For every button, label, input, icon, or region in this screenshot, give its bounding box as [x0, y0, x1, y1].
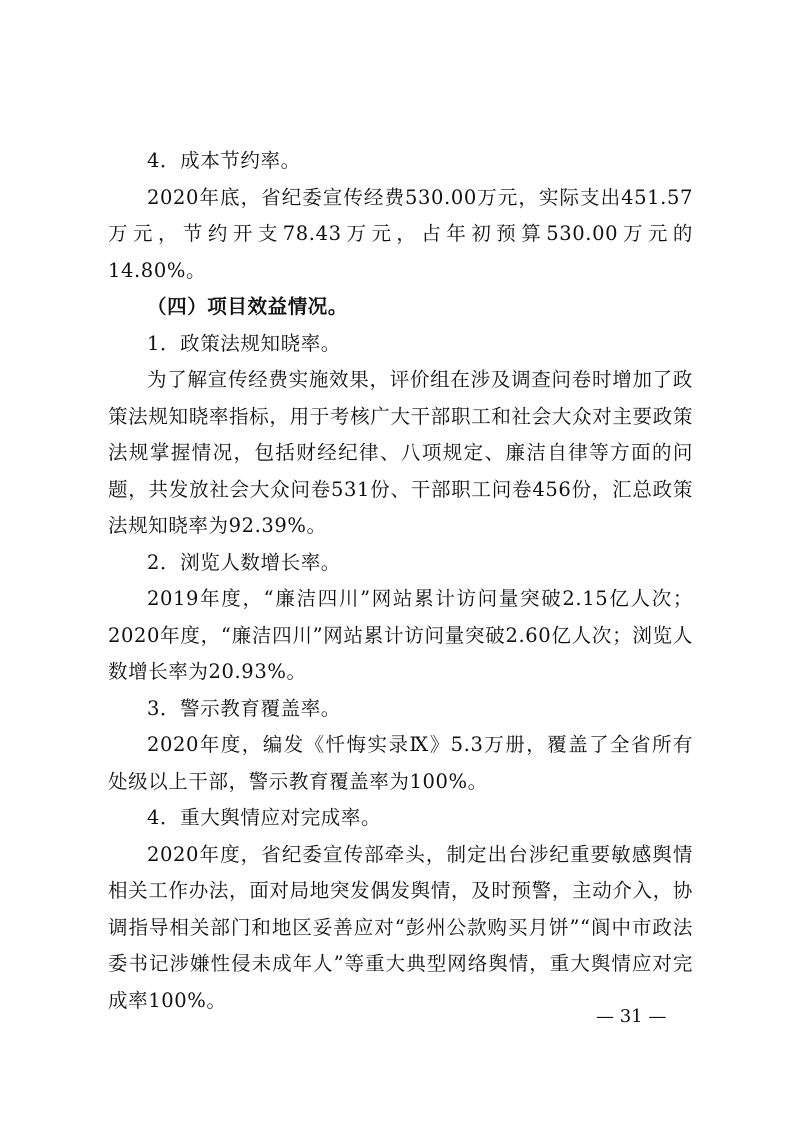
warning-education-paragraph: 2020年度，编发《忏悔实录Ⅸ》5.3万册，覆盖了全省所有处级以上干部，警示教育覆盖率为100%。	[108, 733, 693, 793]
item-warning-education-heading: 3．警示教育覆盖率。	[147, 696, 341, 720]
policy-awareness-paragraph: 为了解宣传经费实施效果，评价组在涉及调查问卷时增加了政策法规知晓率指标，用于考核广大干部职工和社会大众对主要政策法规掌握情况，包括财经纪律、八项规定、廉洁自律等方面的问题，共发放社会大众问卷531份、干部职工问卷456份，汇总政策法规知晓率为92.39%。	[108, 368, 693, 537]
visitor-growth-paragraph: 2019年度，“廉洁四川”网站累计访问量突破2.15亿人次；2020年度，“廉洁四川”网站累计访问量突破2.60亿人次；浏览人数增长率为20.93%。	[108, 587, 693, 683]
cost-saving-rate-paragraph: 2020年底，省纪委宣传经费530.00万元，实际支出451.57万元，节约开支78.43万元，占年初预算530.00万元的14.80%。	[108, 185, 693, 282]
item-public-opinion-heading: 4．重大舆情应对完成率。	[147, 806, 382, 829]
page-number: — 31 —	[596, 1006, 667, 1027]
item-cost-saving-rate-heading: 4．成本节约率。	[147, 149, 301, 172]
document-body	[108, 143, 693, 1019]
public-opinion-paragraph: 2020年度，省纪委宣传部牵头，制定出台涉纪重要敏感舆情相关工作办法，面对局地突发偶发舆情，及时预警，主动介入，协调指导相关部门和地区妥善应对“彭州公款购买月饼”“阆中市政法委书记涉嫌性侵未成年人”等重大典型网络舆情，重大舆情应对完成率100%。	[108, 842, 693, 1012]
item-visitor-growth-heading: 2．浏览人数增长率。	[147, 550, 341, 574]
section-four-heading: （四）项目效益情况。	[147, 295, 349, 318]
item-policy-awareness-heading: 1．政策法规知晓率。	[147, 331, 341, 355]
